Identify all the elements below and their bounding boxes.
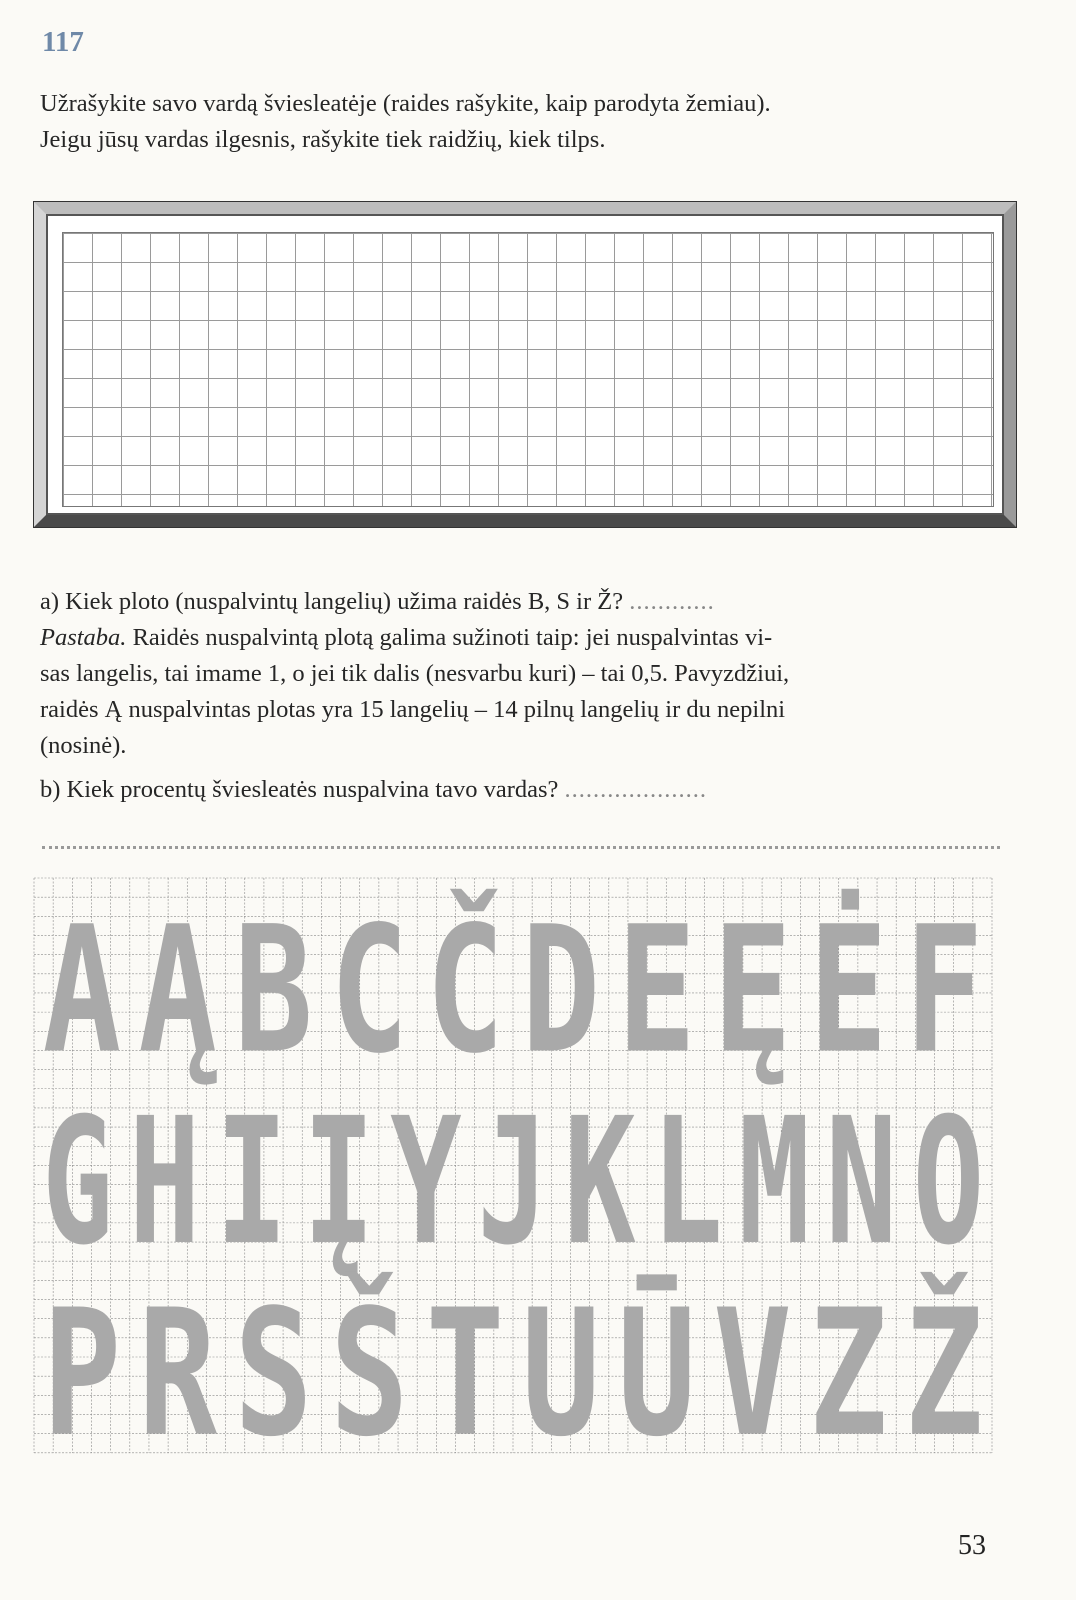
alphabet-letter: Y [390,1081,462,1285]
alphabet-letter: Ž [904,1272,1010,1476]
alphabet-letter: Į [303,1081,375,1285]
alphabet-letter: Z [809,1272,888,1476]
alphabet-letter: L [651,1081,723,1285]
alphabet-letter: Ė [809,889,914,1093]
alphabet-letter: G [41,1081,114,1285]
page-number: 53 [958,1530,986,1561]
alphabet-letter: F [904,889,984,1093]
question-b-text: b) Kiek procentų šviesleatės nuspalvina tavo vardas? [40,776,559,803]
problem-intro [40,86,1025,158]
alphabet-letter: J [477,1081,549,1285]
alphabet-letter: P [42,1272,122,1476]
alphabet-letter: Š [330,1272,435,1476]
question-a-answer-dots[interactable]: ............ [629,588,715,615]
alphabet-letter: T [425,1272,505,1476]
alphabet-letter: M [738,1081,810,1285]
alphabet-letter: E [617,889,696,1093]
question-b-answer-line[interactable] [42,846,1000,849]
alphabet-letter: V [713,1272,792,1476]
alphabet-grid [34,878,1010,1476]
light-board [34,202,1016,527]
alphabet-letter: D [521,889,601,1093]
alphabet-letter: K [564,1081,636,1285]
note [40,620,1025,764]
intro-line-1: Užrašykite savo vardą šviesleatėje (raides rašykite, kaip parodyta žemiau). [40,90,771,117]
note-line-4: (nosinė). [40,732,127,759]
note-line-2: sas langelis, tai imame 1, o jei tik dalis (nesvarbu kuri) – tai 0,5. Pavyzdžiui, [40,660,790,687]
alphabet-letter: H [128,1081,201,1285]
alphabet-letter: B [234,889,313,1093]
alphabet-letter: Ū [617,1272,696,1476]
questions [40,584,1025,808]
alphabet-letter: Č [425,889,531,1093]
alphabet-letter: I [216,1081,288,1285]
light-board-grid[interactable] [62,232,994,507]
alphabet-letter: Ą [138,889,217,1093]
alphabet-letter: S [234,1272,313,1476]
alphabet-letter: C [330,889,409,1093]
alphabet-letter: R [138,1272,217,1476]
question-a-text: a) Kiek ploto (nuspalvintų langelių) užima raidės B, S ir Ž? [40,588,624,615]
intro-line-2: Jeigu jūsų vardas ilgesnis, rašykite tiek raidžių, kiek tilps. [40,126,606,153]
note-line-1: Raidės nuspalvintą plotą galima sužinoti taip: jei nuspalvintas vi- [126,624,773,651]
alphabet-letter: N [825,1081,898,1285]
alphabet-letter: O [912,1081,985,1285]
question-b [40,772,1025,808]
alphabet-letter: A [42,889,122,1093]
alphabet-chart [34,878,1010,1476]
alphabet-letter: U [521,1272,601,1476]
question-a [40,584,1025,620]
note-line-3: raidės Ą nuspalvintas plotas yra 15 langelių – 14 pilnų langelių ir du nepilni [40,696,786,723]
question-b-answer-dots[interactable]: .................... [564,776,708,803]
problem-number: 117 [42,26,84,58]
note-label: Pastaba. [40,624,127,651]
alphabet-letter: Ę [713,889,792,1093]
